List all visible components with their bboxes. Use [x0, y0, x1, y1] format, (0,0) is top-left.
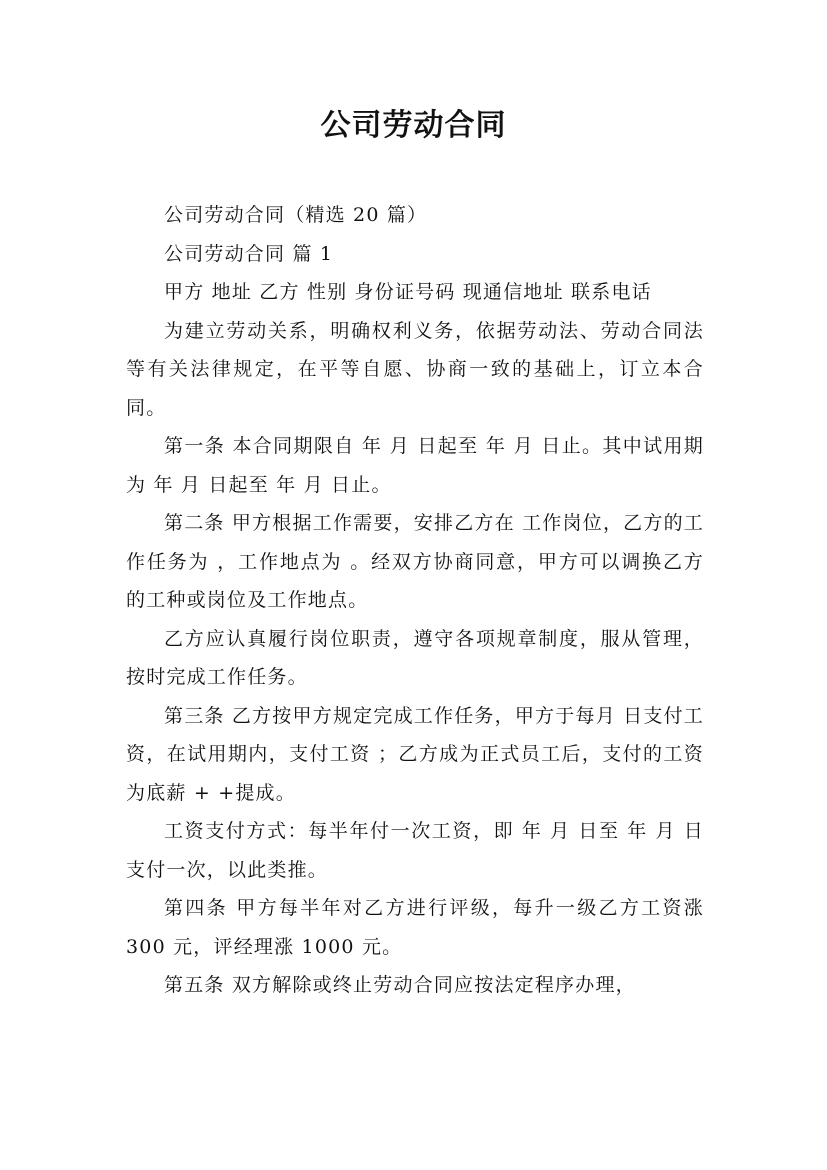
paragraph: 工资支付方式：每半年付一次工资，即 年 月 日至 年 月 日支付一次，以此类推。	[126, 820, 704, 881]
paragraph: 甲方 地址 乙方 性别 身份证号码 现通信地址 联系电话	[164, 281, 652, 303]
paragraph: 公司劳动合同 篇 1	[164, 242, 334, 265]
document-title: 公司劳动合同	[320, 108, 507, 143]
paragraph: 乙方应认真履行岗位职责，遵守各项规章制度，服从管理，按时完成工作任务。	[126, 627, 704, 688]
paragraph: 为建立劳动关系，明确权利义务，依据劳动法、劳动合同法等有关法律规定，在平等自愿、协商一致的基础上，订立本合同。	[126, 319, 704, 419]
paragraph: 第二条 甲方根据工作需要，安排乙方在 工作岗位，乙方的工作任务为 ，工作地点为 。经双方协商同意，甲方可以调换乙方的工种或岗位及工作地点。	[126, 512, 704, 611]
paragraph: 第四条 甲方每半年对乙方进行评级，每升一级乙方工资涨 300 元，评经理涨 1000 元。	[126, 897, 704, 958]
paragraph: 公司劳动合同（精选 20 篇）	[164, 204, 428, 226]
paragraph: 第三条 乙方按甲方规定完成工作任务，甲方于每月 日支付工资，在试用期内，支付工资 ；乙方成为正式员工后，支付的工资为底薪 + +提成。	[126, 704, 704, 804]
document-body	[126, 196, 704, 1005]
paragraph: 第一条 本合同期限自 年 月 日起至 年 月 日止。其中试用期为 年 月 日起至 年 月 日止。	[126, 435, 704, 496]
paragraph: 第五条 双方解除或终止劳动合同应按法定程序办理，	[164, 974, 636, 996]
